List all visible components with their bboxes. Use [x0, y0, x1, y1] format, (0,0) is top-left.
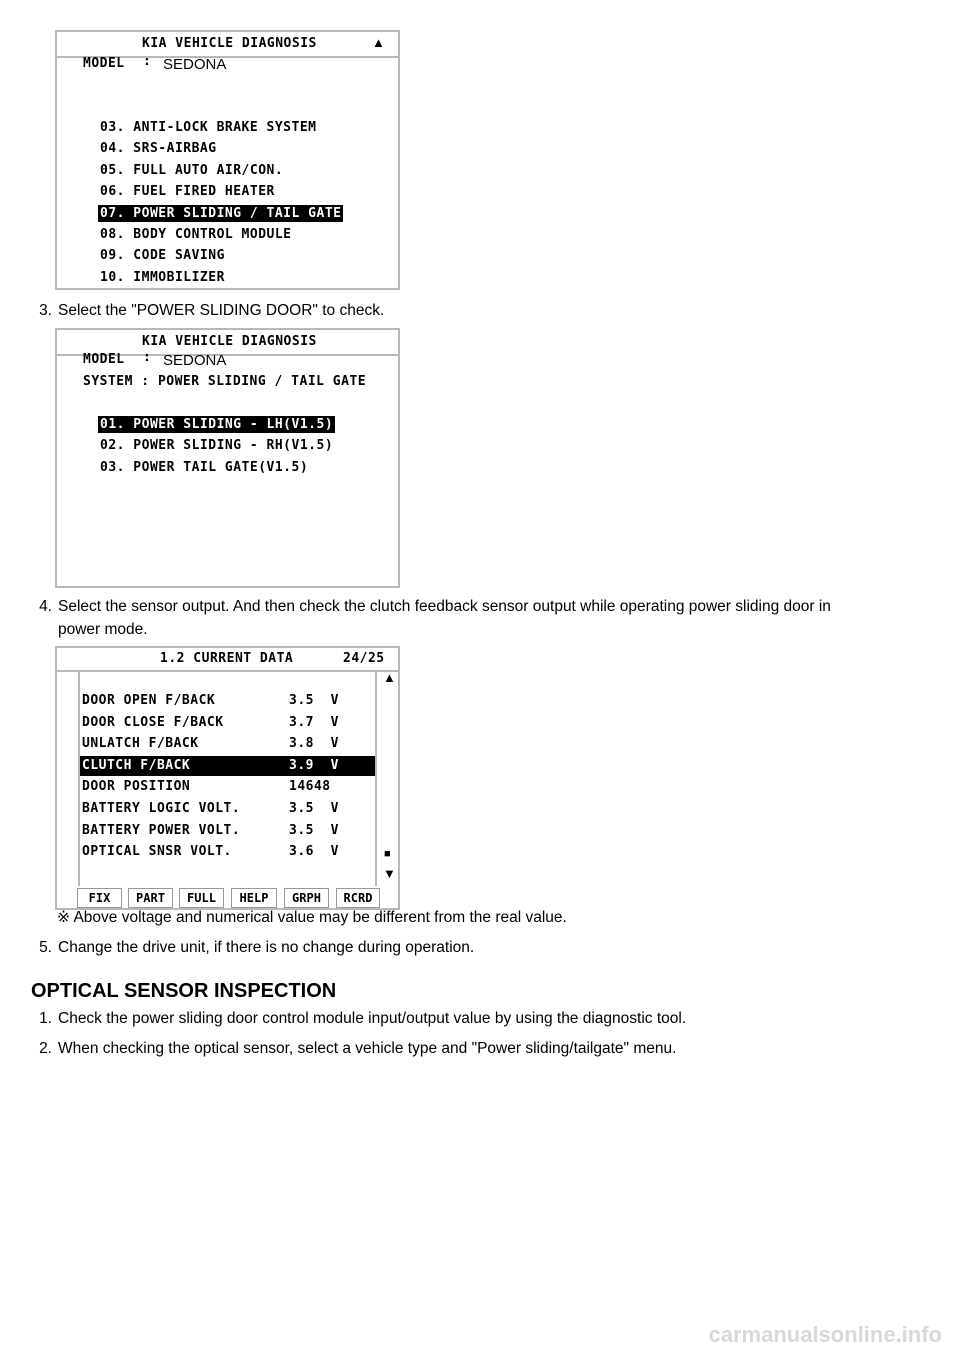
data-value: 3.6 V: [289, 844, 339, 859]
step-text-line2: power mode.: [58, 621, 148, 638]
step-number: 5.: [39, 939, 52, 956]
scroll-down-icon[interactable]: ▼: [383, 866, 396, 881]
data-value: 3.5 V: [289, 823, 339, 838]
scroll-thumb-icon[interactable]: ■: [384, 848, 391, 860]
data-label: OPTICAL SNSR VOLT.: [82, 844, 232, 859]
diagnosis-screen-system-menu: [55, 328, 400, 588]
data-left-border: [78, 670, 80, 886]
data-label: UNLATCH F/BACK: [82, 736, 199, 751]
model-colon: :: [143, 54, 152, 69]
model-label: MODEL: [83, 56, 125, 71]
model-label: MODEL: [83, 352, 125, 367]
data-value-selected: 3.9 V: [289, 758, 339, 773]
model-colon: :: [143, 350, 152, 365]
step-number: 2.: [39, 1040, 52, 1057]
step-text: Change the drive unit, if there is no change during operation.: [58, 939, 475, 956]
data-value: 3.5 V: [289, 693, 339, 708]
menu-item[interactable]: 03. POWER TAIL GATE(V1.5): [100, 460, 309, 475]
optical-step-1: [32, 1008, 932, 1030]
menu-item[interactable]: 05. FULL AUTO AIR/CON.: [100, 163, 284, 178]
watermark: carmanualsonline.info: [708, 1322, 942, 1347]
scroll-up-icon[interactable]: ▲: [372, 35, 385, 50]
menu-item-selected[interactable]: 01. POWER SLIDING - LH(V1.5): [100, 417, 334, 432]
diagnosis-screen-vehicle-menu: [55, 30, 400, 290]
page-indicator: 24/25: [343, 651, 385, 666]
model-value: SEDONA: [163, 352, 227, 369]
note-text: ※ Above voltage and numerical value may be different from the real value.: [57, 909, 567, 926]
data-label-selected: CLUTCH F/BACK: [82, 758, 191, 773]
menu-item[interactable]: 08. BODY CONTROL MODULE: [100, 227, 292, 242]
step-text: Check the power sliding door control module input/output value by using the diagnostic tool.: [58, 1010, 687, 1027]
data-value: 3.7 V: [289, 715, 339, 730]
screen-title: KIA VEHICLE DIAGNOSIS: [142, 36, 317, 51]
data-value: 3.8 V: [289, 736, 339, 751]
step-3: [32, 300, 912, 322]
step-number: 4.: [39, 598, 52, 615]
menu-item[interactable]: 02. POWER SLIDING - RH(V1.5): [100, 438, 334, 453]
step-4: [32, 596, 932, 640]
menu-item[interactable]: 10. IMMOBILIZER: [100, 270, 225, 285]
optical-step-2: [32, 1038, 932, 1060]
scroll-up-icon[interactable]: ▲: [383, 670, 396, 685]
step-number: 1.: [39, 1010, 52, 1027]
menu-item[interactable]: 04. SRS-AIRBAG: [100, 141, 217, 156]
data-label: DOOR CLOSE F/BACK: [82, 715, 224, 730]
model-value: SEDONA: [163, 56, 227, 73]
menu-item[interactable]: 03. ANTI-LOCK BRAKE SYSTEM: [100, 120, 317, 135]
screen-title: 1.2 CURRENT DATA: [160, 651, 294, 666]
step-number: 3.: [39, 302, 52, 319]
full-button[interactable]: FULL: [179, 888, 224, 908]
scrollbar[interactable]: [375, 670, 377, 886]
step-text: Select the "POWER SLIDING DOOR" to check.: [58, 302, 385, 319]
data-label: DOOR OPEN F/BACK: [82, 693, 216, 708]
data-value: 3.5 V: [289, 801, 339, 816]
record-button[interactable]: RCRD: [336, 888, 380, 908]
section-heading: OPTICAL SENSOR INSPECTION: [31, 980, 337, 1002]
part-button[interactable]: PART: [128, 888, 173, 908]
data-label: BATTERY LOGIC VOLT.: [82, 801, 241, 816]
data-label: BATTERY POWER VOLT.: [82, 823, 241, 838]
system-line: SYSTEM : POWER SLIDING / TAIL GATE: [83, 374, 367, 389]
step-text: When checking the optical sensor, select a vehicle type and "Power sliding/tailgate" menu.: [58, 1040, 677, 1057]
step-text-line1: Select the sensor output. And then check the clutch feedback sensor output while operating power sliding door in: [58, 598, 831, 615]
menu-item[interactable]: 06. FUEL FIRED HEATER: [100, 184, 275, 199]
data-label: DOOR POSITION: [82, 779, 191, 794]
graph-button[interactable]: GRPH: [284, 888, 329, 908]
fix-button[interactable]: FIX: [77, 888, 122, 908]
screen-title: KIA VEHICLE DIAGNOSIS: [142, 334, 317, 349]
current-data-screen: [55, 646, 400, 910]
menu-item[interactable]: 09. CODE SAVING: [100, 248, 225, 263]
data-value: 14648: [289, 779, 331, 794]
menu-item-selected[interactable]: 07. POWER SLIDING / TAIL GATE: [100, 206, 342, 221]
step-5: [32, 937, 912, 959]
help-button[interactable]: HELP: [231, 888, 277, 908]
